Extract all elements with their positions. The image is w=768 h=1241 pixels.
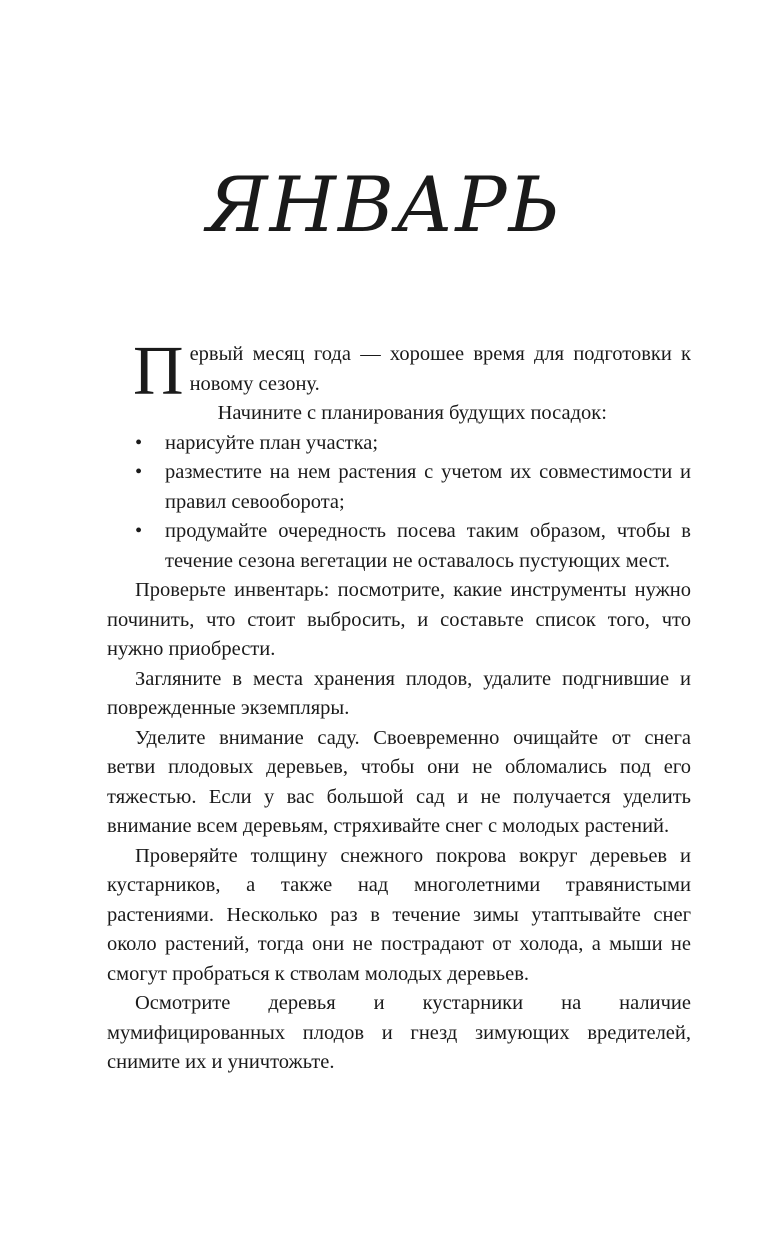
intro-paragraph [107,333,691,410]
chapter-body [107,333,691,1078]
intro-text: ервый месяц года — хорошее время для подготовки к новому сезону. [189,343,691,395]
paragraph: Осмотрите деревья и кустарники на наличие мумифицированных плодов и гнезд зимующих вредителей, снимите их и уничтожьте. [107,992,691,1073]
planning-list [107,429,691,577]
paragraph: Уделите внимание саду. Своевременно очищайте от снега ветви плодовых деревьев, чтобы они не обломались под его тяжестью. Если у вас большой сад и не получается уделить внимание всем деревьям, стряхивайте снег с молодых растений. [107,726,691,837]
list-item: • продумайте очередность посева таким образом, чтобы в течение сезона вегетации не оставалось пустующих мест. [165,517,691,576]
paragraph: Загляните в места хранения плодов, удалите подгнившие и поврежденные экземпляры. [107,667,691,719]
paragraph: Проверьте инвентарь: посмотрите, какие инструменты нужно починить, что стоит выбросить, и составьте список того, что нужно приобрести. [107,579,691,660]
list-item: • разместите на нем растения с учетом их совместимости и правил севооборота; [165,458,691,517]
paragraph: Проверяйте толщину снежного покрова вокруг деревьев и кустарников, а также над многолетними травянистыми растениями. Несколько раз в течение зимы утаптывайте снег около растений, тогда они не пострадают от холода, а мыши не смогут пробраться к стволам молодых деревьев. [107,844,691,985]
list-item: • нарисуйте план участка; [165,429,691,459]
planning-lead: Начините с планирования будущих посадок: [217,402,607,424]
chapter-title: ЯНВАРЬ [206,160,562,249]
drop-cap: П [133,333,184,410]
